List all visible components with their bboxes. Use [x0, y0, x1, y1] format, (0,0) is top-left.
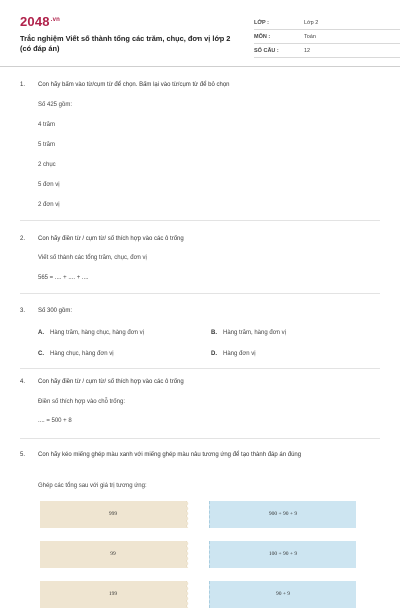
- puzzle-piece-blue[interactable]: 900 + 90 + 9: [209, 501, 356, 528]
- question-divider: [20, 438, 380, 439]
- meta-row-subject: [254, 32, 400, 44]
- question-stem: Điền số thích hợp vào chỗ trống:: [38, 399, 125, 405]
- answer-option-c[interactable]: C. Hàng chục, hàng đơn vị: [38, 351, 114, 357]
- question-prompt: Con hãy điền từ / cụm từ/ số thích hợp vào các ô trống: [38, 379, 184, 385]
- meta-value: 12: [304, 48, 311, 54]
- answer-option-a[interactable]: A. Hàng trăm, hàng chục, hàng đơn vị: [38, 330, 144, 336]
- header: [20, 10, 380, 60]
- puzzle-piece-brown[interactable]: 999: [40, 501, 187, 528]
- question-prompt: Số 300 gồm:: [38, 308, 73, 314]
- meta-row-count: [254, 46, 400, 58]
- question-number: 4.: [20, 379, 26, 385]
- meta-label: MÔN :: [254, 34, 271, 40]
- question-number: 2.: [20, 236, 26, 242]
- puzzle-piece-blue[interactable]: 90 + 9: [209, 581, 356, 608]
- fill-in-blank[interactable]: 565 = .... + .... + ....: [38, 275, 89, 281]
- fill-in-blank[interactable]: .... = 500 + 8: [38, 418, 72, 424]
- question-divider: [20, 220, 380, 221]
- word-choice[interactable]: 2 chục: [38, 162, 56, 168]
- puzzle-piece-brown[interactable]: 199: [40, 581, 187, 608]
- header-divider: [0, 66, 400, 67]
- question-prompt: Con hãy điền từ / cụm từ/ số thích hợp vào các ô trống: [38, 236, 184, 242]
- meta-label: SỐ CÂU :: [254, 48, 279, 54]
- meta-row-class: [254, 18, 400, 30]
- word-choice[interactable]: 5 đơn vị: [38, 182, 60, 188]
- question-stem: Số 425 gồm:: [38, 102, 73, 108]
- question-divider: [20, 293, 380, 294]
- question-stem: Ghép các tổng sau với giá trị tương ứng:: [38, 483, 147, 489]
- word-choice[interactable]: 5 trăm: [38, 142, 56, 148]
- word-choice[interactable]: 2 đơn vị: [38, 202, 60, 208]
- question-prompt: Con hãy bấm vào từ/cụm từ để chọn. Bấm lại vào từ/cụm từ để bỏ chọn: [38, 82, 230, 88]
- question-number: 1.: [20, 82, 26, 88]
- meta-value: Toán: [304, 34, 316, 40]
- question-prompt: Con hãy kéo miếng ghép màu xanh với miếng ghép màu nâu tương ứng để tạo thành đáp án đúng: [38, 452, 302, 458]
- meta-label: LỚP :: [254, 20, 269, 26]
- question-stem: Viết số thành các tổng trăm, chục, đơn vị: [38, 255, 147, 261]
- meta-info: [254, 18, 400, 60]
- answer-option-b[interactable]: B. Hàng trăm, hàng đơn vị: [211, 330, 286, 336]
- site-logo[interactable]: $2048^{.vn}$: [20, 14, 61, 29]
- answer-option-d[interactable]: D. Hàng đơn vị: [211, 351, 256, 357]
- puzzle-piece-blue[interactable]: 100 + 90 + 9: [209, 541, 356, 568]
- word-choice[interactable]: 4 trăm: [38, 122, 56, 128]
- page-title: Trắc nghiệm Viết số thành tổng các trăm, chục, đơn vị lớp 2 (có đáp án): [20, 34, 231, 53]
- question-number: 5.: [20, 452, 26, 458]
- question-divider: [20, 368, 380, 369]
- question-number: 3.: [20, 308, 26, 314]
- puzzle-piece-brown[interactable]: 99: [40, 541, 187, 568]
- meta-value: Lớp 2: [304, 20, 319, 26]
